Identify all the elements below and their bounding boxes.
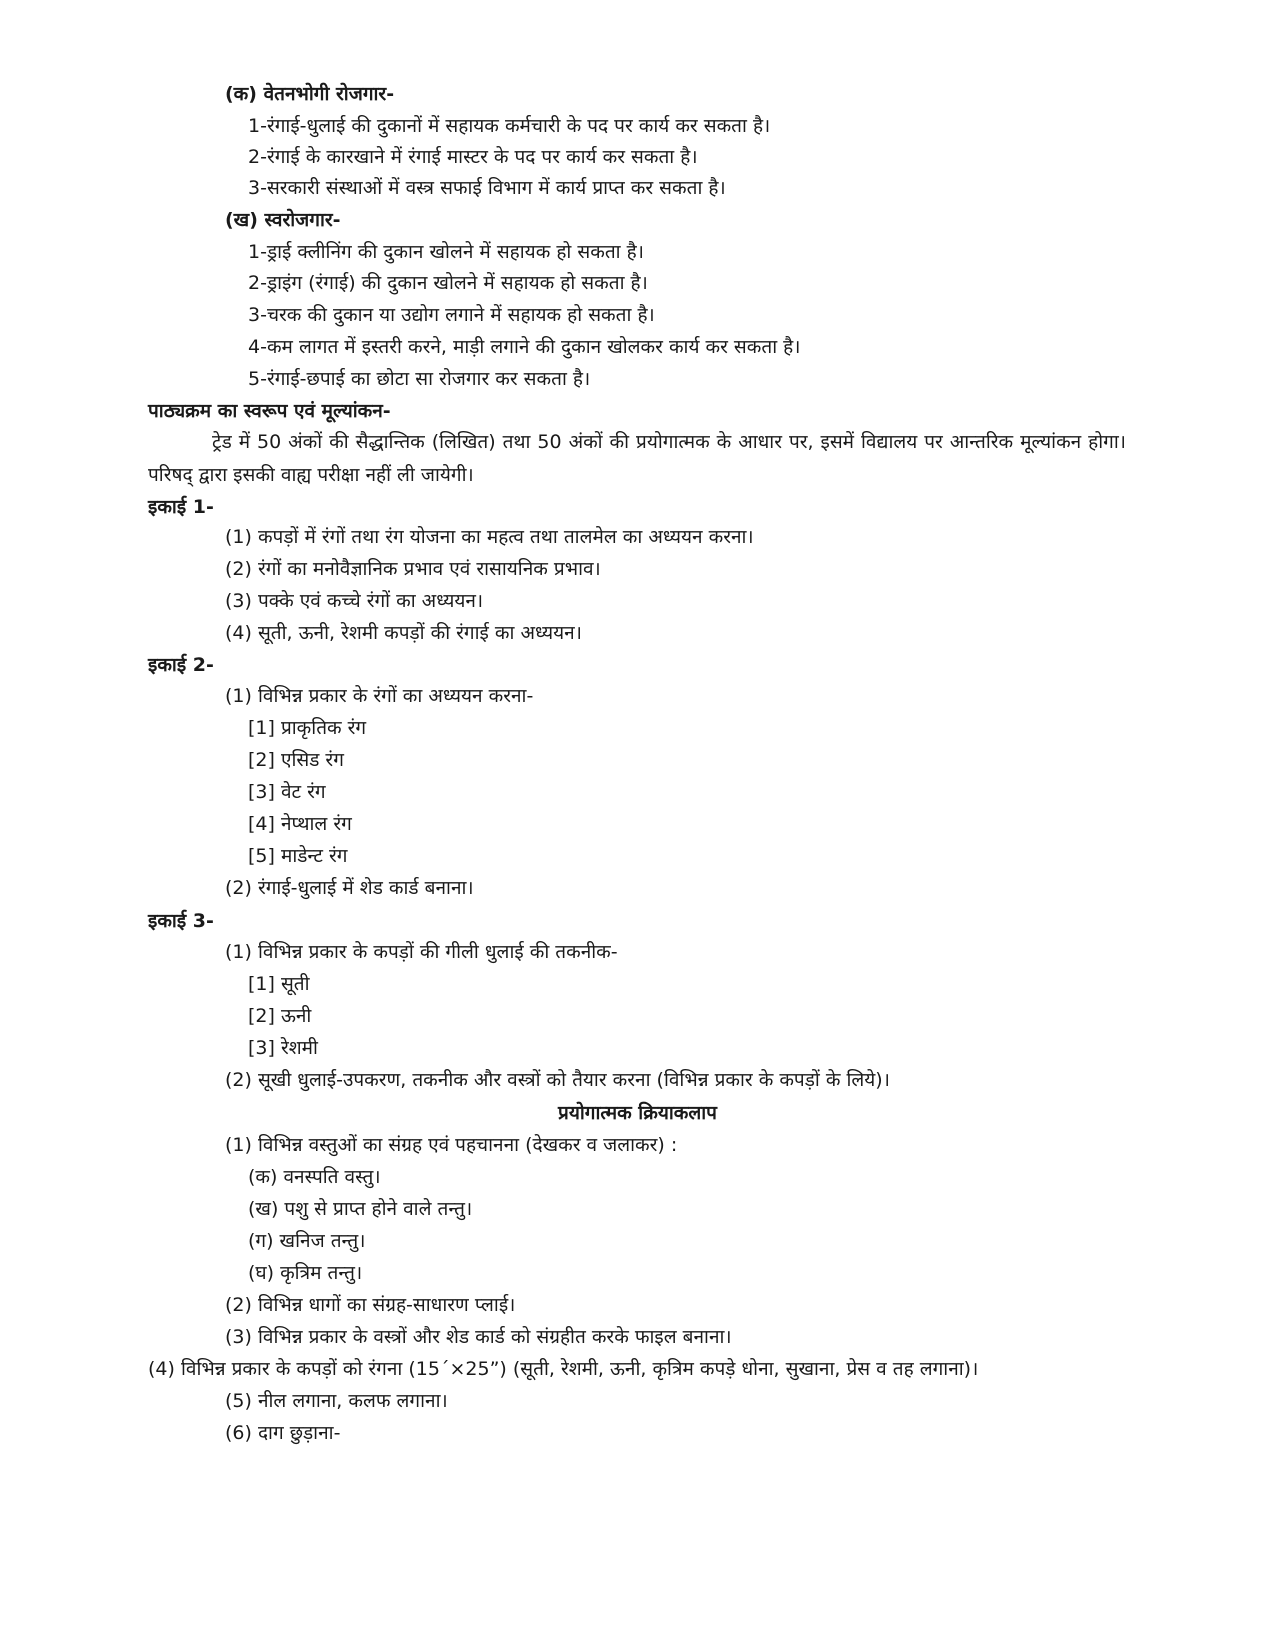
practical-subitem: (ग) खनिज तन्तु। xyxy=(248,1230,366,1252)
unit2-subitem: [2] एसिड रंग xyxy=(248,749,344,771)
practical-item: (4) विभिन्न प्रकार के कपड़ों को रंगना (15´×25”) (सूती, रेशमी, ऊनी, कृत्रिम कपड़े धोना, सुखाना, प्रेस व तह लगाना)। xyxy=(148,1358,979,1380)
unit3-item: (2) सूखी धुलाई-उपकरण, तकनीक और वस्त्रों को तैयार करना (विभिन्न प्रकार के कपड़ों के लिये)। xyxy=(225,1069,890,1091)
practical-heading: प्रयोगात्मक क्रियाकलाप xyxy=(558,1102,717,1124)
unit3-heading: इकाई 3- xyxy=(148,910,214,932)
unit3-subitem: [2] ऊनी xyxy=(248,1005,312,1027)
unit1-heading: इकाई 1- xyxy=(148,496,214,518)
self-employment-heading: (ख) स्वरोजगार- xyxy=(225,209,341,231)
practical-subitem: (क) वनस्पति वस्तु। xyxy=(248,1166,381,1188)
unit1-item: (1) कपड़ों में रंगों तथा रंग योजना का महत्व तथा तालमेल का अध्ययन करना। xyxy=(225,526,754,548)
unit1-item: (4) सूती, ऊनी, रेशमी कपड़ों की रंगाई का अध्ययन। xyxy=(225,622,582,644)
practical-item: (6) दाग छुड़ाना- xyxy=(225,1422,341,1444)
self-item: 5-रंगाई-छपाई का छोटा सा रोजगार कर सकता है। xyxy=(248,368,591,390)
unit2-item: (1) विभिन्न प्रकार के रंगों का अध्ययन करना- xyxy=(225,685,534,707)
practical-subitem: (ख) पशु से प्राप्त होने वाले तन्तु। xyxy=(248,1198,473,1220)
practical-item: (3) विभिन्न प्रकार के वस्त्रों और शेड कार्ड को संग्रहीत करके फाइल बनाना। xyxy=(225,1326,732,1348)
unit2-subitem: [5] माडेन्ट रंग xyxy=(248,845,348,867)
unit2-heading: इकाई 2- xyxy=(148,654,214,676)
syllabus-heading: पाठ्यक्रम का स्वरूप एवं मूल्यांकन- xyxy=(148,400,391,422)
unit1-item: (3) पक्के एवं कच्चे रंगों का अध्ययन। xyxy=(225,590,484,612)
unit3-subitem: [3] रेशमी xyxy=(248,1037,318,1059)
salaried-heading: (क) वेतनभोगी रोजगार- xyxy=(225,83,395,105)
practical-item: (2) विभिन्न धागों का संग्रह-साधारण प्लाई। xyxy=(225,1294,516,1316)
unit3-item: (1) विभिन्न प्रकार के कपड़ों की गीली धुलाई की तकनीक- xyxy=(225,941,618,963)
salaried-item: 3-सरकारी संस्थाओं में वस्त्र सफाई विभाग में कार्य प्राप्त कर सकता है। xyxy=(248,177,726,199)
unit2-item: (2) रंगाई-धुलाई में शेड कार्ड बनाना। xyxy=(225,877,474,899)
self-item: 3-चरक की दुकान या उद्योग लगाने में सहायक हो सकता है। xyxy=(248,304,655,326)
syllabus-paragraph: ट्रेड में 50 अंकों की सैद्धान्तिक (लिखित) तथा 50 अंकों की प्रयोगात्मक के आधार पर, इसमें विद्यालय पर आन्तरिक मूल्यांकन होगा। परिषद् द्वारा इसकी वाह्य परीक्षा नहीं ली जायेगी। xyxy=(148,431,1126,486)
unit2-subitem: [1] प्राकृतिक रंग xyxy=(248,717,367,739)
unit1-item: (2) रंगों का मनोवैज्ञानिक प्रभाव एवं रासायनिक प्रभाव। xyxy=(225,558,601,580)
salaried-item: 1-रंगाई-धुलाई की दुकानों में सहायक कर्मचारी के पद पर कार्य कर सकता है। xyxy=(248,115,771,137)
unit3-subitem: [1] सूती xyxy=(248,973,310,995)
practical-subitem: (घ) कृत्रिम तन्तु। xyxy=(248,1262,363,1284)
salaried-item: 2-रंगाई के कारखाने में रंगाई मास्टर के पद पर कार्य कर सकता है। xyxy=(248,146,698,168)
self-item: 1-ड्राई क्लीनिंग की दुकान खोलने में सहायक हो सकता है। xyxy=(248,241,644,263)
practical-item: (5) नील लगाना, कलफ लगाना। xyxy=(225,1390,448,1412)
self-item: 4-कम लागत में इस्तरी करने, माड़ी लगाने की दुकान खोलकर कार्य कर सकता है। xyxy=(248,336,801,358)
self-item: 2-ड्राइंग (रंगाई) की दुकान खोलने में सहायक हो सकता है। xyxy=(248,272,648,294)
unit2-subitem: [3] वेट रंग xyxy=(248,781,326,803)
unit2-subitem: [4] नेप्थाल रंग xyxy=(248,813,352,835)
practical-item: (1) विभिन्न वस्तुओं का संग्रह एवं पहचानना (देखकर व जलाकर) : xyxy=(225,1134,678,1156)
